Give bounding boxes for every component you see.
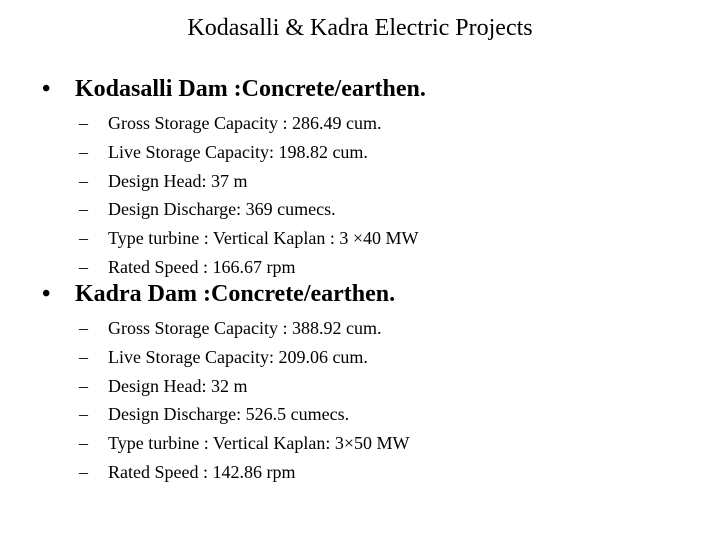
dash-icon: – bbox=[79, 318, 88, 338]
dash-icon: – bbox=[79, 256, 88, 277]
spec-item-text: Gross Storage Capacity : 388.92 cum. bbox=[108, 318, 382, 338]
dash-icon: – bbox=[79, 141, 88, 162]
section-heading-text: Kadra Dam :Concrete/earthen. bbox=[75, 281, 396, 307]
spec-item bbox=[0, 195, 720, 224]
section-heading bbox=[0, 72, 720, 106]
dash-icon: – bbox=[79, 170, 88, 191]
spec-item bbox=[0, 224, 720, 253]
dash-icon: – bbox=[79, 433, 88, 454]
spec-item-text: Design Discharge: 369 cumecs. bbox=[108, 199, 336, 220]
spec-item bbox=[0, 138, 720, 167]
spec-item-text: Live Storage Capacity: 209.06 cum. bbox=[108, 346, 368, 367]
section-heading-text: Kodasalli Dam :Concrete/earthen. bbox=[75, 76, 426, 102]
spec-item-text: Type turbine : Vertical Kaplan: 3×50 MW bbox=[108, 433, 410, 454]
slide-title: Kodasalli & Kadra Electric Projects bbox=[187, 15, 533, 41]
spec-item-text: Rated Speed : 142.86 rpm bbox=[108, 461, 296, 482]
section-kadra bbox=[0, 277, 720, 487]
spec-item bbox=[0, 167, 720, 196]
section-heading bbox=[0, 277, 720, 311]
spec-item bbox=[0, 458, 720, 487]
spec-item bbox=[0, 429, 720, 458]
section-kodasalli bbox=[0, 72, 720, 282]
dash-icon: – bbox=[79, 346, 88, 367]
spec-item bbox=[0, 343, 720, 372]
spec-item-text: Design Discharge: 526.5 cumecs. bbox=[108, 404, 350, 425]
spec-item bbox=[0, 400, 720, 429]
bullet-icon: • bbox=[42, 76, 51, 102]
dash-icon: – bbox=[79, 375, 88, 396]
spec-item-text: Live Storage Capacity: 198.82 cum. bbox=[108, 141, 368, 162]
dash-icon: – bbox=[79, 228, 88, 249]
spec-item bbox=[0, 372, 720, 401]
spec-item bbox=[0, 109, 720, 138]
spec-item-text: Gross Storage Capacity : 286.49 cum. bbox=[108, 113, 382, 133]
spec-list bbox=[0, 314, 720, 487]
spec-item-text: Design Head: 37 m bbox=[108, 170, 248, 191]
spec-item bbox=[0, 314, 720, 343]
spec-list bbox=[0, 109, 720, 282]
spec-item-text: Type turbine : Vertical Kaplan : 3 ×40 MW bbox=[108, 228, 419, 249]
spec-item-text: Rated Speed : 166.67 rpm bbox=[108, 256, 296, 277]
dash-icon: – bbox=[79, 461, 88, 482]
dash-icon: – bbox=[79, 404, 88, 425]
dash-icon: – bbox=[79, 113, 88, 133]
dash-icon: – bbox=[79, 199, 88, 220]
bullet-icon: • bbox=[42, 281, 51, 307]
spec-item-text: Design Head: 32 m bbox=[108, 375, 248, 396]
